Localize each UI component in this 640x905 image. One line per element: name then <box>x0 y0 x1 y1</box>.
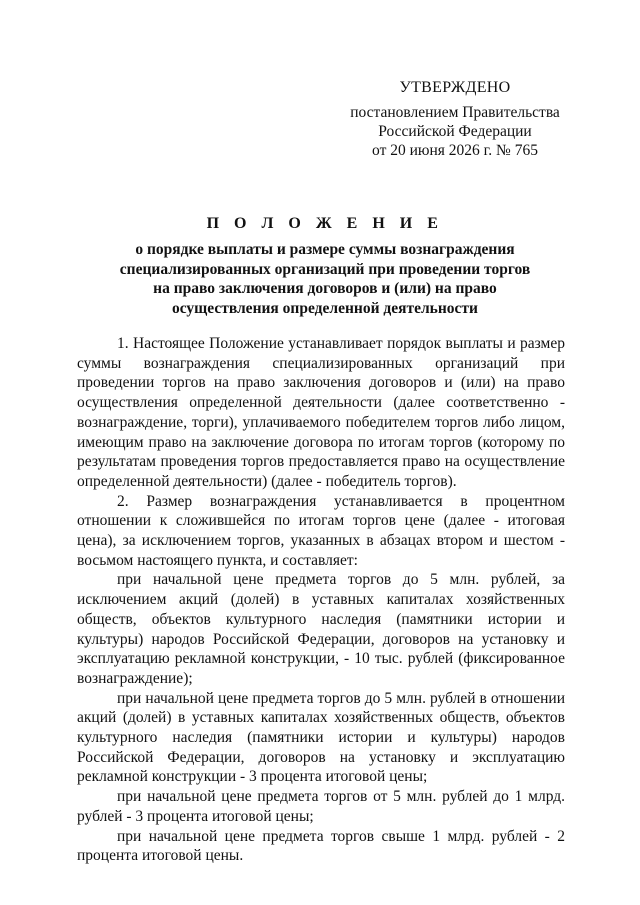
body-paragraph: 2. Размер вознаграждения устанавливается в процентном отношении к сложившейся по итогам торгов цене (далее - итоговая цена), за исключением торгов, указанных в абзацах втором и шестом - восьмом настоящего пункта, и составляет: <box>77 492 565 569</box>
document-subtitle <box>80 240 570 318</box>
subtitle-line: осуществления определенной деятельности <box>172 299 478 317</box>
document-body <box>77 334 565 866</box>
approval-heading: УТВЕРЖДЕНО <box>399 79 511 96</box>
document-title: П О Л О Ж Е Н И Е <box>206 215 444 232</box>
approval-line: от 20 июня 2026 г. № 765 <box>372 142 538 159</box>
approval-line: постановлением Правительства <box>350 104 560 121</box>
subtitle-line: на право заключения договоров и (или) на право <box>153 280 497 297</box>
approval-line: Российской Федерации <box>378 123 532 140</box>
approval-stamp <box>330 78 580 160</box>
subtitle-line: специализированных организаций при проведении торгов <box>119 260 531 278</box>
body-paragraph: при начальной цене предмета торгов от 5 млн. рублей до 1 млрд. рублей - 3 процента итоговой цены; <box>77 788 565 825</box>
body-paragraph: при начальной цене предмета торгов до 5 млн. рублей в отношении акций (долей) в уставных капиталах хозяйственных обществ, объектов культурного наследия (памятники истории и культуры) народов Российской Федерации, договоров на установку и эксплуатацию рекламной конструкции - 3 процента итоговой цены; <box>77 689 565 786</box>
body-paragraph: при начальной цене предмета торгов до 5 млн. рублей, за исключением акций (долей) в уставных капиталах хозяйственных обществ, объектов культурного наследия (памятники истории и культуры) народов Российской Федерации, договоров на установку и эксплуатацию рекламной конструкции, - 10 тыс. рублей (фиксированное вознаграждение); <box>77 571 565 687</box>
subtitle-line: о порядке выплаты и размере суммы вознаграждения <box>135 241 515 258</box>
body-paragraph: 1. Настоящее Положение устанавливает порядок выплаты и размер суммы вознаграждения специализированных организаций при проведении торгов на право заключения договоров и (или) на право осуществления определенной деятельности (далее соответственно - вознаграждение, торги), уплачиваемого победителем торгов либо лицом, имеющим право на заключение договора по итогам торгов (которому по результатам проведения торгов предоставляется право на осуществление определенной деятельности) (далее - победитель торгов). <box>77 335 565 490</box>
body-paragraph: при начальной цене предмета торгов свыше 1 млрд. рублей - 2 процента итоговой цены. <box>77 827 565 865</box>
document-title-block <box>80 214 570 318</box>
